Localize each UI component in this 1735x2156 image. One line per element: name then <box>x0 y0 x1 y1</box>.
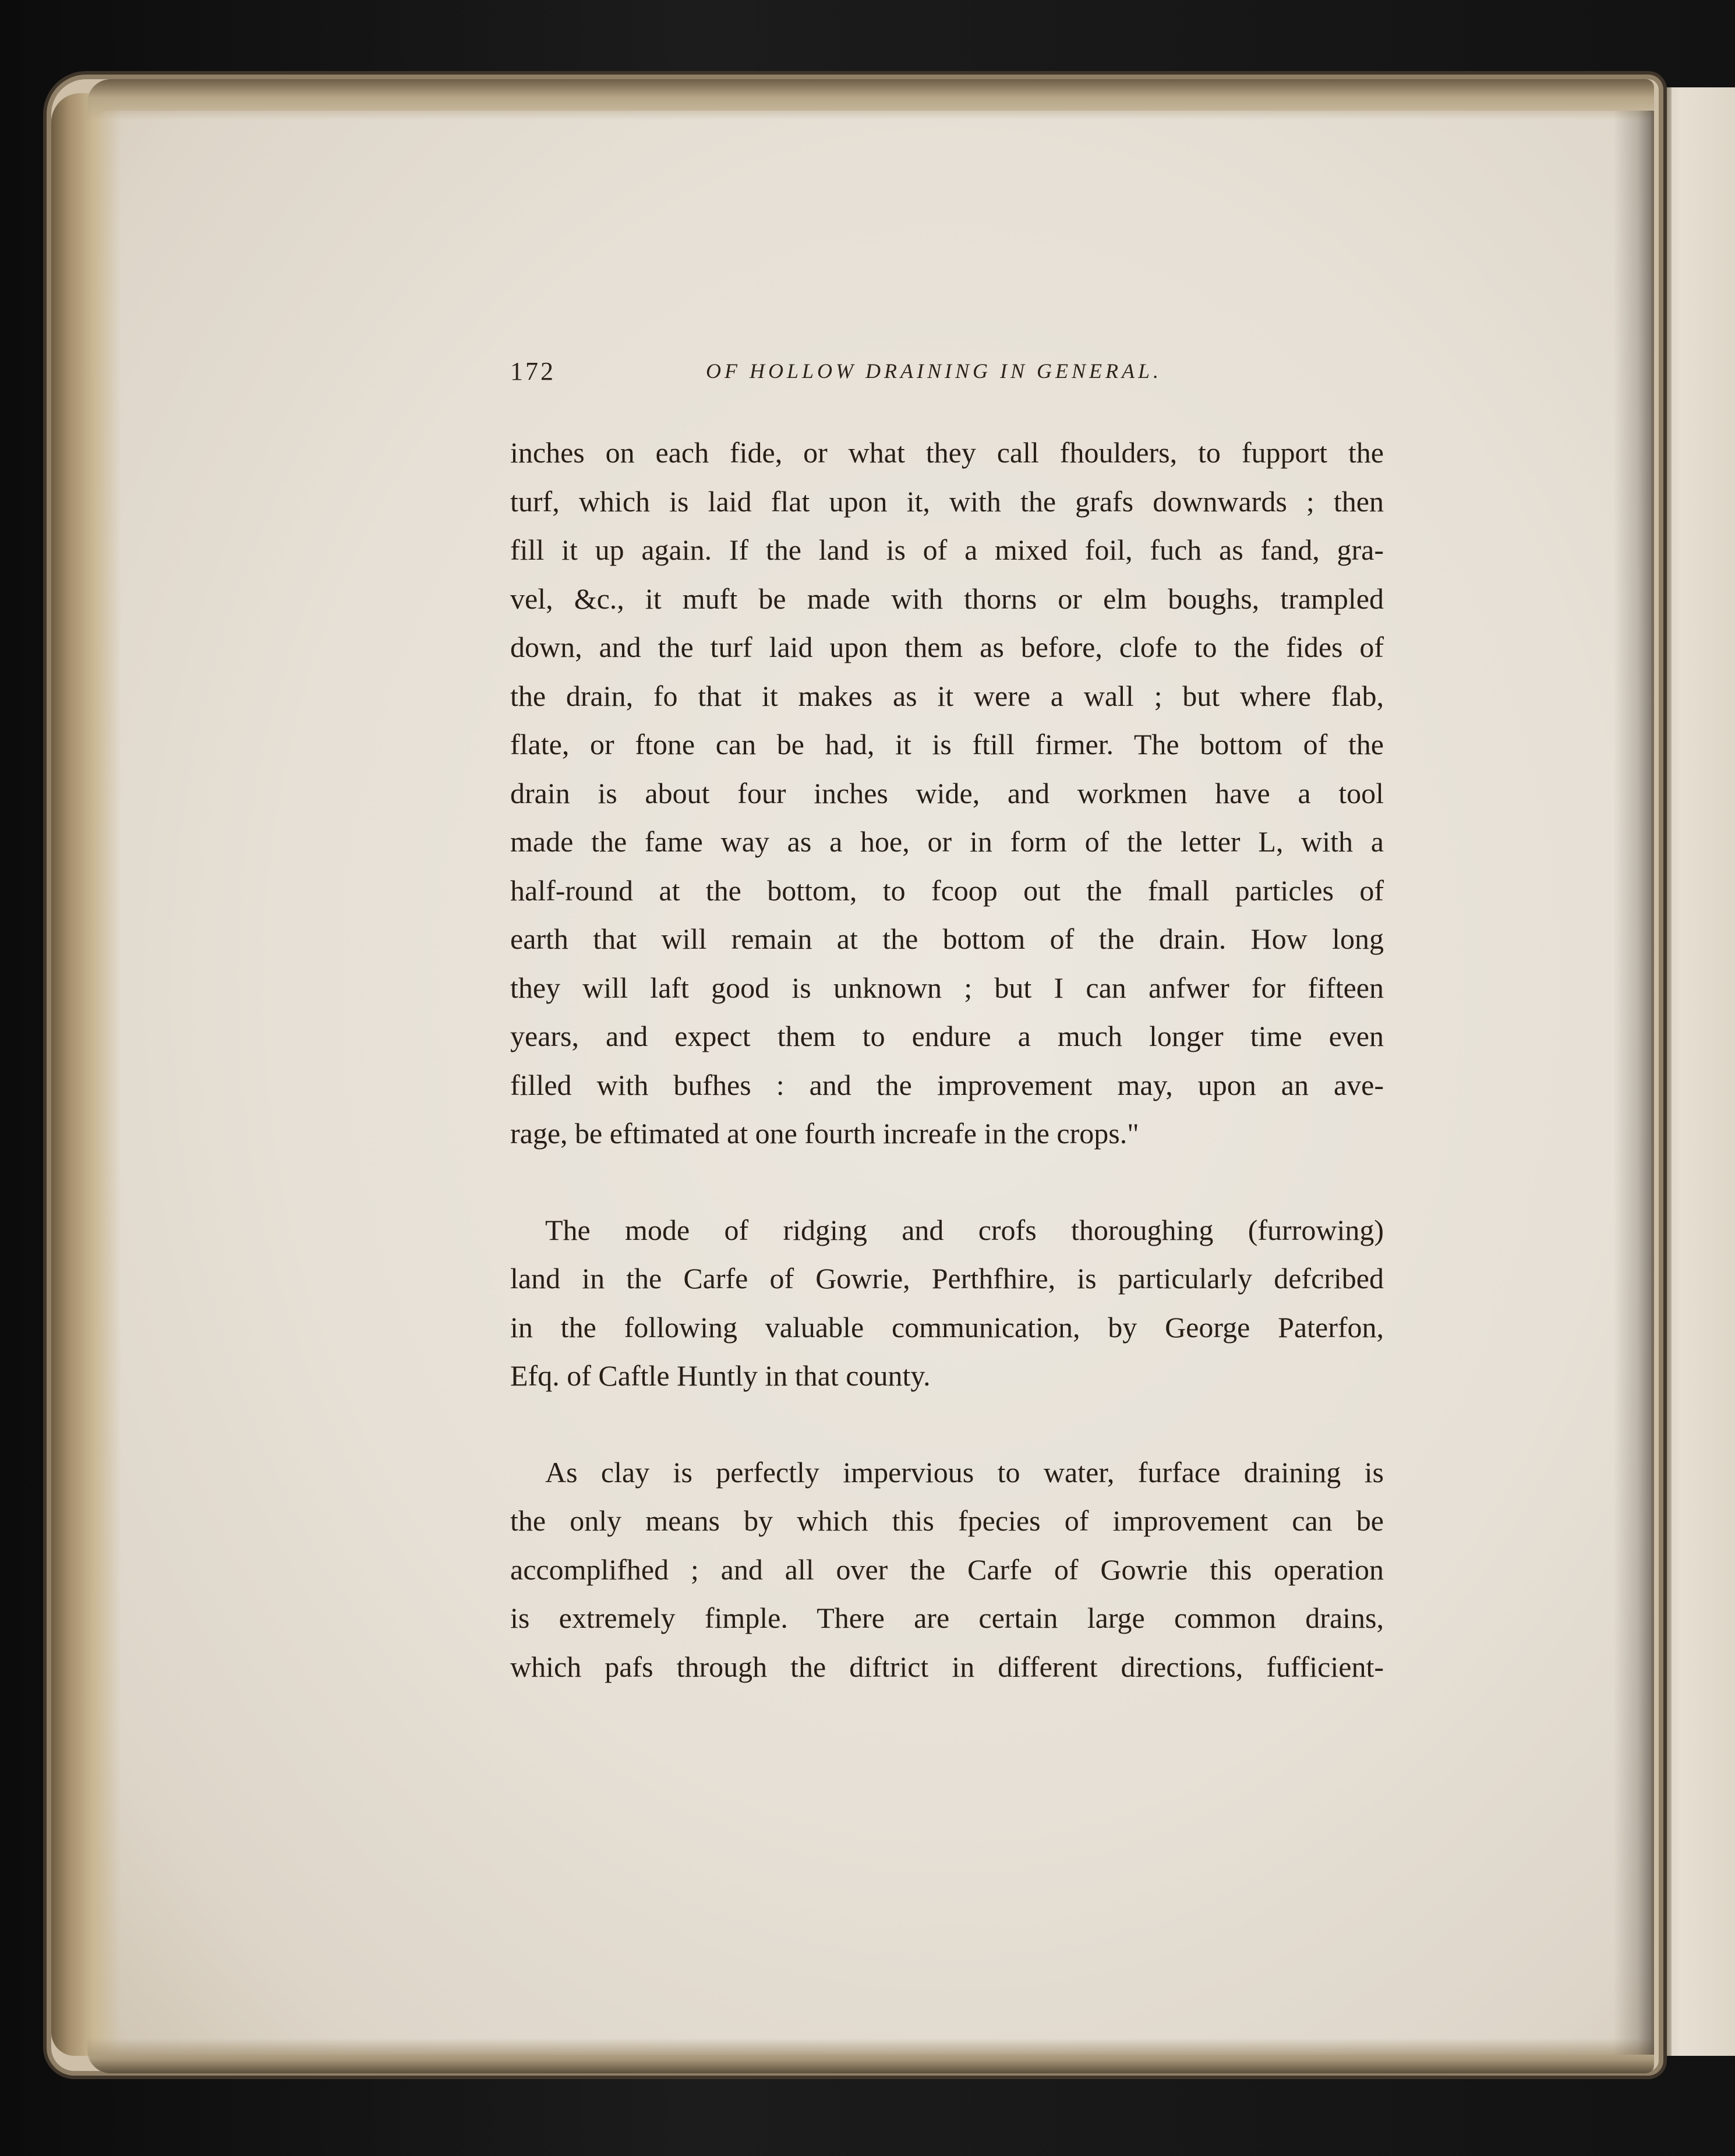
text-line: the only means by which this fpecies of improvement can be <box>510 1504 1384 1537</box>
page-edge-bottom <box>87 2038 1654 2073</box>
paragraph-1 <box>510 429 1384 1158</box>
text-line: As clay is perfectly impervious to water, furface draining is <box>545 1455 1384 1489</box>
page-edge-left <box>51 93 121 2056</box>
facing-page-edge <box>1654 87 1735 2056</box>
text-line: earth that will remain at the bottom of the drain. How long <box>510 923 1384 955</box>
paragraph-spacer <box>510 1158 1384 1206</box>
text-line: Efq. of Caftle Huntly in that county. <box>510 1359 931 1392</box>
text-line: inches on each fide, or what they call fhoulders, to fupport the <box>510 436 1384 469</box>
text-line: rage, be eftimated at one fourth increafe in the crops." <box>510 1117 1139 1150</box>
paragraph-2 <box>510 1206 1384 1401</box>
text-line: in the following valuable communication, by George Paterfon, <box>510 1310 1384 1344</box>
paragraph-3 <box>510 1448 1384 1692</box>
gutter-shadow <box>1613 111 1654 2055</box>
body-text <box>510 429 1384 1691</box>
text-line: the drain, fo that it makes as it were a wall ; but where flab, <box>510 679 1384 712</box>
text-line: fill it up again. If the land is of a mixed foil, fuch as fand, gra- <box>510 533 1384 566</box>
paragraph-spacer <box>510 1401 1384 1448</box>
page-number: 172 <box>510 357 556 386</box>
text-line: is extremely fimple. There are certain large common drains, <box>510 1602 1384 1634</box>
page-edge-top <box>87 79 1654 120</box>
text-line: flate, or ftone can be had, it is ftill firmer. The bottom of the <box>510 728 1384 761</box>
text-line: they will laft good is unknown ; but I can anfwer for fifteen <box>510 971 1384 1004</box>
text-line: accomplifhed ; and all over the Carfe of Gowrie this operation <box>510 1553 1384 1586</box>
text-line: down, and the turf laid upon them as before, clofe to the fides of <box>510 631 1384 663</box>
running-title: OF HOLLOW DRAINING IN GENERAL. <box>706 359 1162 383</box>
text-line: The mode of ridging and crofs thoroughing (furrowing) <box>545 1213 1384 1246</box>
text-line: drain is about four inches wide, and workmen have a tool <box>510 776 1384 810</box>
text-line: made the fame way as a hoe, or in form of the letter L, with a <box>510 825 1384 858</box>
text-line: filled with bufhes : and the improvement may, upon an ave- <box>510 1068 1384 1101</box>
running-head <box>510 356 1174 391</box>
text-line: turf, which is laid flat upon it, with the grafs downwards ; then <box>510 485 1384 518</box>
text-line: half-round at the bottom, to fcoop out the fmall particles of <box>510 874 1384 907</box>
text-line: vel, &c., it muft be made with thorns or elm boughs, trampled <box>510 582 1384 615</box>
binding-gutter <box>1658 87 1672 2056</box>
text-line: which pafs through the diftrict in different directions, fufficient- <box>510 1650 1384 1683</box>
text-line: years, and expect them to endure a much longer time even <box>510 1020 1384 1052</box>
text-line: land in the Carfe of Gowrie, Perthfhire, is particularly defcribed <box>510 1262 1384 1295</box>
